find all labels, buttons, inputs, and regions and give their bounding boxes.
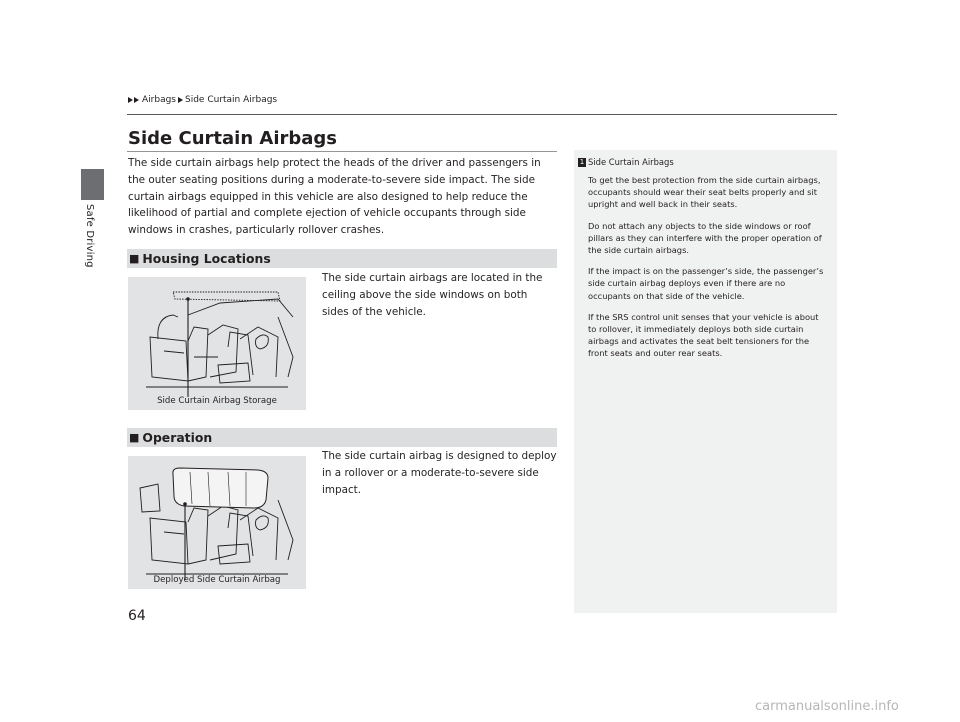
housing-description: The side curtain airbags are located in the ceiling above the side windows on both sides of the vehicle. (322, 272, 543, 318)
figure-caption: Side Curtain Airbag Storage (157, 396, 277, 406)
figure-deployed-airbag (128, 456, 306, 589)
note-title: Side Curtain Airbags (588, 157, 674, 167)
figure-caption: Deployed Side Curtain Airbag (153, 575, 281, 585)
note-heading (578, 157, 674, 167)
car-interior-illustration (128, 277, 306, 410)
breadcrumb-separator-icon (178, 97, 183, 103)
breadcrumb (128, 95, 277, 105)
watermark: carmanualsonline.info (755, 699, 899, 714)
page-number: 64 (128, 608, 146, 624)
header-rule (127, 114, 837, 115)
figure-airbag-storage (128, 277, 306, 410)
note-paragraph: To get the best protection from the side curtain airbags, occupants should wear their seat belts properly and sit upright and well back in their seats. (588, 175, 821, 210)
breadcrumb-item-current: Side Curtain Airbags (185, 95, 278, 105)
note-body (588, 174, 828, 369)
chapter-tab (81, 169, 104, 200)
section-heading-operation (127, 428, 557, 447)
title-rule (127, 151, 557, 152)
note-paragraph: If the SRS control unit senses that your vehicle is about to rollover, it immediately deploys both side curtain airbags and activates the seat belt tensioners for the front seats and outer rear seats. (588, 311, 819, 359)
section-marker-icon: ■ (129, 252, 140, 265)
breadcrumb-arrow-icon (128, 97, 133, 103)
side-note-panel (574, 150, 837, 613)
note-paragraph: Do not attach any objects to the side windows or roof pillars as they can interfere with the proper operation of the side curtain airbags. (588, 220, 822, 256)
intro-paragraph: The side curtain airbags help protect the heads of the driver and passengers in the outer seating positions during a moderate-to-severe side impact. The side curtain airbags equipped in this vehicle are also designed to help reduce the likelihood of partial and complete ejection of vehicle occupants through side windows in crashes, particularly rollover crashes. (128, 157, 541, 237)
note-paragraph: If the impact is on the passenger’s side, the passenger’s side curtain airbag deploys even if there are no occupants on that side of the vehicle. (588, 266, 824, 301)
section-title: Housing Locations (142, 251, 271, 266)
car-interior-illustration (128, 456, 306, 589)
section-marker-icon: ■ (129, 431, 140, 444)
section-title: Operation (142, 430, 213, 445)
note-number-badge: 1 (579, 157, 585, 166)
chapter-label: Safe Driving (84, 204, 95, 268)
breadcrumb-arrow-icon (134, 97, 139, 103)
breadcrumb-item-airbags[interactable]: Airbags (142, 95, 176, 105)
page-title: Side Curtain Airbags (128, 128, 338, 149)
operation-description: The side curtain airbag is designed to deploy in a rollover or a moderate-to-severe side impact. (322, 450, 557, 496)
section-heading-housing (127, 249, 557, 268)
